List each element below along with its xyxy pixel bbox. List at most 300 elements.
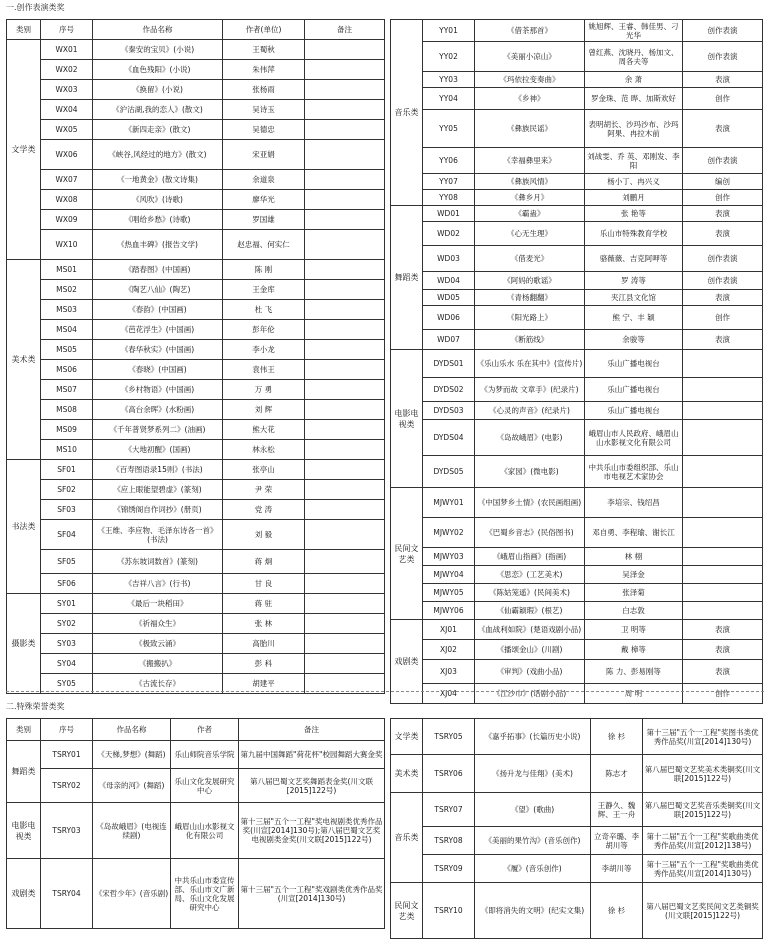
note-cell: 表演 [683,72,763,88]
category-label: 美术类 [11,355,36,364]
code-cell: TSRY08 [423,827,475,855]
note-cell [305,614,385,634]
code-cell: MJWY05 [423,584,475,602]
note-cell [683,566,763,584]
work-title-cell: 《王维、李应物、毛泽东诗各一首》(书法) [93,520,223,550]
author-cell: 刘 毅 [223,520,305,550]
table-row [391,488,763,518]
table-row [391,72,763,88]
code-cell: WX01 [41,40,93,60]
work-title-cell: 《借麦光》 [475,246,585,272]
author-cell: 李胡川等 [591,855,643,883]
author-cell: 张泽菊 [585,584,683,602]
note-cell [305,654,385,674]
table-row [7,190,385,210]
code-cell: WD02 [423,222,475,246]
work-title-cell: 《一地黄金》(散文诗集) [93,170,223,190]
table-row [391,684,763,704]
table-row [391,402,763,420]
table-row [391,620,763,640]
work-title-cell: 《彝族民谣》 [475,110,585,148]
table-row [391,148,763,174]
code-cell: MS05 [41,340,93,360]
work-title-cell: 《岛故峨眉》(电影) [475,420,585,456]
table-row [391,190,763,206]
category-cell [7,460,41,594]
category-label: 摄影类 [11,639,36,648]
author-cell: 吴德忠 [223,120,305,140]
table-row [7,100,385,120]
note-cell [683,488,763,518]
author-cell: 乐山文化发展研究中心 [171,769,239,803]
table-row [391,110,763,148]
author-cell: 胡建平 [223,674,305,694]
category-label: 音乐类 [394,833,419,842]
category-label: 电影电视类 [394,408,419,429]
work-title-cell: 《踏春图》(中国画) [93,260,223,280]
work-title-cell: 《古流长存》 [93,674,223,694]
table-row [391,827,763,855]
author-cell: 尹 荣 [223,480,305,500]
table-row [7,594,385,614]
code-cell: DYDS05 [423,456,475,488]
category-cell [7,741,41,803]
table-row [391,855,763,883]
code-cell: MJWY06 [423,602,475,620]
code-cell: TSRY04 [41,859,93,929]
table-row [391,330,763,350]
category-cell [7,803,41,859]
author-cell: 陈 力、彭易刚等 [585,660,683,684]
code-cell: YY05 [423,110,475,148]
category-label: 民间文艺类 [394,900,419,921]
code-cell: MS08 [41,400,93,420]
code-cell: XJ01 [423,620,475,640]
author-cell: 李小龙 [223,340,305,360]
code-cell: MS09 [41,420,93,440]
table-row [391,206,763,222]
work-title-cell: 《岛故峨眉》(电视连续剧) [93,803,171,859]
code-cell: YY04 [423,88,475,110]
note-cell: 创作表演 [683,272,763,290]
note-cell [683,420,763,456]
note-cell: 第九届中国舞蹈"荷花杯"校园舞蹈大赛金奖 [239,741,385,769]
author-cell: 峨眉山市人民政府、峨眉山山水影视文化有限公司 [585,420,683,456]
author-cell: 乐山师院音乐学院 [171,741,239,769]
code-cell: XJ04 [423,684,475,704]
work-title-cell: 《断筋线》 [475,330,585,350]
code-cell: WX07 [41,170,93,190]
work-title-cell: 《唱给乡愁》(诗歌) [93,210,223,230]
category-cell [7,859,41,929]
author-cell: 廖华光 [223,190,305,210]
table-row [7,140,385,170]
note-cell [305,300,385,320]
code-cell: WD05 [423,290,475,306]
code-cell: SF05 [41,550,93,574]
table-row [7,400,385,420]
work-title-cell: 《应上眼能望碧虚》(篆刻) [93,480,223,500]
author-cell: 熊大花 [223,420,305,440]
author-cell: 余骏等 [585,330,683,350]
author-cell: 彭年伦 [223,320,305,340]
table-row [391,755,763,793]
author-cell: 林永松 [223,440,305,460]
category-cell [7,594,41,694]
header-code: 序号 [41,719,93,741]
code-cell: MJWY01 [423,488,475,518]
note-cell: 创作表演 [683,20,763,42]
work-title-cell: 《仙霸颖瑕》(根艺) [475,602,585,620]
note-cell: 第十二届"五个一工程"奖歌曲类优秀作品奖(川宣[2012]138号) [643,827,763,855]
table-row [7,340,385,360]
header-work: 作品名称 [93,20,223,40]
table-row [7,80,385,100]
note-cell: 表演 [683,620,763,640]
author-cell: 乐山广播电视台 [585,350,683,378]
table-row [7,550,385,574]
code-cell: DYDS01 [423,350,475,378]
table-row [391,548,763,566]
author-cell: 罗 涛等 [585,272,683,290]
work-title-cell: 《极致云涌》 [93,634,223,654]
table-row [7,859,385,929]
code-cell: MS04 [41,320,93,340]
note-cell: 第八届巴蜀文艺奖民间文艺类铜奖(川文联[2015]122号) [643,883,763,939]
code-cell: SF03 [41,500,93,520]
code-cell: MJWY03 [423,548,475,566]
author-cell: 刘战雯、乔 英、邓刚发、李 阳 [585,148,683,174]
table-row [7,170,385,190]
header-author: 作者 [171,719,239,741]
category-cell [391,350,423,488]
work-title-cell: 《秦安的宝贝》(小说) [93,40,223,60]
table-row [7,260,385,280]
code-cell: XJ02 [423,640,475,660]
work-title-cell: 《美丽的果竹沟》(音乐创作) [475,827,591,855]
code-cell: TSRY02 [41,769,93,803]
table-row [391,20,763,42]
note-cell: 第八届巴蜀文艺奖音乐类铜奖(川文联[2015]122号) [643,793,763,827]
author-cell: 乐山市特殊教育学校 [585,222,683,246]
note-cell: 第十三届"五个一工程"奖图书类优秀作品奖(川宣[2014]130号) [643,719,763,755]
author-cell: 卫 明等 [585,620,683,640]
work-title-cell: 《吉祥八言》(行书) [93,574,223,594]
note-cell [305,210,385,230]
author-cell: 彭 科 [223,654,305,674]
table-row [7,380,385,400]
category-cell [7,40,41,260]
note-cell [305,420,385,440]
code-cell: TSRY07 [423,793,475,827]
category-cell [391,883,423,939]
work-title-cell: 《陈姑笼遥》(民间美术) [475,584,585,602]
table-row [391,378,763,402]
table-row [7,614,385,634]
author-cell: 周 明 [585,684,683,704]
work-title-cell: 《思恋》(工艺美术) [475,566,585,584]
author-cell: 杨小丁、冉兴义 [585,174,683,190]
note-cell: 表演 [683,660,763,684]
note-cell [305,634,385,654]
code-cell: SF02 [41,480,93,500]
category-label: 音乐类 [394,108,419,117]
header-category: 类别 [7,719,41,741]
table-row [391,222,763,246]
work-title-cell: 《心灵的声音》(纪录片) [475,402,585,420]
table-row [391,350,763,378]
table-row [391,602,763,620]
header-row [7,719,385,741]
work-title-cell: 《陶艺八仙》(陶艺) [93,280,223,300]
category-label: 戏剧类 [11,889,36,898]
category-cell [391,488,423,620]
note-cell: 表演 [683,290,763,306]
code-cell: TSRY05 [423,719,475,755]
note-cell: 创作表演 [683,148,763,174]
code-cell: DYDS03 [423,402,475,420]
header-category: 类别 [7,20,41,40]
note-cell: 第十三届"五个一工程"奖歌曲类优秀作品奖(川宣[2014]130号) [643,855,763,883]
note-cell: 第十三届"五个一工程"奖戏剧类优秀作品奖(川宣[2014]130号) [239,859,385,929]
author-cell: 朱伟萍 [223,60,305,80]
table-row [7,60,385,80]
work-title-cell: 《美丽小凉山》 [475,42,585,72]
work-title-cell: 《苏东坡词数首》(篆刻) [93,550,223,574]
table-row [391,640,763,660]
note-cell [305,40,385,60]
note-cell: 创作表演 [683,42,763,72]
table-row [391,42,763,72]
work-title-cell: 《阳光路上》 [475,306,585,330]
note-cell [305,574,385,594]
author-cell: 邓自勇、李程瑜、谢长江 [585,518,683,548]
author-cell: 王金库 [223,280,305,300]
code-cell: SF04 [41,520,93,550]
work-title-cell: 《母亲的河》(舞蹈) [93,769,171,803]
note-cell [683,456,763,488]
note-cell [305,260,385,280]
note-cell [305,500,385,520]
table-row [7,634,385,654]
work-title-cell: 《乡村物语》(中国画) [93,380,223,400]
work-title-cell: 《宋哲少年》(音乐剧) [93,859,171,929]
work-title-cell: 《峨眉山指画》(指画) [475,548,585,566]
header-note: 备注 [239,719,385,741]
work-title-cell: 《沪沽湖,我的恋人》(散文) [93,100,223,120]
table-row [7,741,385,769]
code-cell: MS06 [41,360,93,380]
code-cell: MS10 [41,440,93,460]
author-cell: 曾红燕、沈晓丹、杨加文、周各夫等 [585,42,683,72]
code-cell: YY06 [423,148,475,174]
note-cell: 创作 [683,190,763,206]
note-cell [683,602,763,620]
table-row [7,520,385,550]
work-title-cell: 《嘉乎拓事》(长篇历史小说) [475,719,591,755]
table-row [391,174,763,190]
author-cell: 杜 飞 [223,300,305,320]
category-label: 戏剧类 [394,657,419,666]
work-title-cell: 《为梦而故 文章手》(纪录片) [475,378,585,402]
code-cell: WX10 [41,230,93,260]
code-cell: WX03 [41,80,93,100]
note-cell: 创作 [683,88,763,110]
note-cell [305,190,385,210]
category-label: 电影电视类 [11,820,36,841]
author-cell: 赵忠福、何实仁 [223,230,305,260]
table-row [7,280,385,300]
table-row [7,300,385,320]
note-cell: 表演 [683,640,763,660]
note-cell [305,120,385,140]
note-cell: 表演 [683,222,763,246]
table-row [391,883,763,939]
code-cell: WD04 [423,272,475,290]
work-title-cell: 《幸福彝里来》 [475,148,585,174]
table-row [7,230,385,260]
author-cell: 万 勇 [223,380,305,400]
author-cell: 夹江县文化馆 [585,290,683,306]
work-title-cell: 《天梯,梦想》(舞蹈) [93,741,171,769]
work-title-cell: 《青杨翻翻》 [475,290,585,306]
work-title-cell: 《家园》(微电影) [475,456,585,488]
author-cell: 张亭山 [223,460,305,480]
code-cell: WD06 [423,306,475,330]
category-label: 舞蹈类 [11,767,36,776]
author-cell: 王静久、魏 辉、王一舟 [591,793,643,827]
work-title-cell: 《即将消失的文明》(纪实文集) [475,883,591,939]
category-label: 文学类 [394,732,419,741]
author-cell: 党 涛 [223,500,305,520]
table-row [7,460,385,480]
work-title-cell: 《玛依拉变奏曲》 [475,72,585,88]
author-cell: 林 栩 [585,548,683,566]
work-title-cell: 《乐山乐水 乐在其中》(宣传片) [475,350,585,378]
category-cell [391,20,423,206]
category-label: 舞蹈类 [394,273,419,282]
table-row [7,500,385,520]
work-title-cell: 《审判》(戏曲小品) [475,660,585,684]
note-cell [305,100,385,120]
work-title-cell: 《祈福众生》 [93,614,223,634]
code-cell: WX02 [41,60,93,80]
note-cell [305,170,385,190]
work-title-cell: 《春华秋实》(中国画) [93,340,223,360]
table-row [7,480,385,500]
work-title-cell: 《锦绣阁自作词抄》(册页) [93,500,223,520]
note-cell [683,548,763,566]
note-cell [305,440,385,460]
work-title-cell: 《搬搬扒》 [93,654,223,674]
work-title-cell: 《春晓》(中国画) [93,360,223,380]
work-title-cell: 《最后一块稻田》 [93,594,223,614]
note-cell [305,380,385,400]
work-title-cell: 《换留》(小说) [93,80,223,100]
work-title-cell: 《履》(音乐创作) [475,855,591,883]
note-cell [305,360,385,380]
author-cell: 蒋 驻 [223,594,305,614]
code-cell: WD07 [423,330,475,350]
note-cell [683,584,763,602]
note-cell [683,378,763,402]
author-cell: 姚旭辉、王睿、韩佳男、刁光华 [585,20,683,42]
code-cell: TSRY01 [41,741,93,769]
table-row [391,660,763,684]
table-row [391,272,763,290]
code-cell: TSRY06 [423,755,475,793]
section-2-title: 二.特殊荣誉类奖 [6,702,65,711]
category-label: 美术类 [394,769,419,778]
category-label: 民间文艺类 [394,543,419,564]
code-cell: YY01 [423,20,475,42]
code-cell: WX08 [41,190,93,210]
table-row [7,210,385,230]
table-row [391,584,763,602]
note-cell [683,402,763,420]
note-cell [305,140,385,170]
table-row [391,456,763,488]
category-cell [391,793,423,883]
code-cell: WX05 [41,120,93,140]
code-cell: TSRY03 [41,803,93,859]
table-row [7,420,385,440]
table-row [391,246,763,272]
code-cell: MS02 [41,280,93,300]
note-cell: 表演 [683,330,763,350]
section-divider [6,691,764,692]
work-title-cell: 《高台余晖》(水粉画) [93,400,223,420]
note-cell: 创作 [683,306,763,330]
author-cell: 陈 刚 [223,260,305,280]
author-cell: 熊 宁、丰 颖 [585,306,683,330]
note-cell: 创作表演 [683,246,763,272]
work-title-cell: 《芭花浮生》(中国画) [93,320,223,340]
author-cell: 张 林 [223,614,305,634]
author-cell: 吴泽金 [585,566,683,584]
code-cell: SY05 [41,674,93,694]
author-cell: 宋亚娟 [223,140,305,170]
note-cell: 第八届巴蜀文艺奖舞蹈表金奖(川文联[2015]122号) [239,769,385,803]
work-title-cell: 《播颂金山》(川剧) [475,640,585,660]
work-title-cell: 《望》(歌曲) [475,793,591,827]
note-cell [305,520,385,550]
category-cell [7,260,41,460]
note-cell [305,280,385,300]
code-cell: XJ03 [423,660,475,684]
work-title-cell: 《巴蜀乡音志》(民俗图书) [475,518,585,548]
code-cell: MJWY04 [423,566,475,584]
author-cell: 立奇辛璐、李胡川等 [591,827,643,855]
note-cell: 表演 [683,206,763,222]
work-title-cell: 《热血丰碑》(报告文学) [93,230,223,260]
author-cell: 徐 杉 [591,883,643,939]
category-cell [391,206,423,350]
category-label: 书法类 [11,522,36,531]
note-cell [305,320,385,340]
author-cell: 罗国雄 [223,210,305,230]
note-cell [683,518,763,548]
work-title-cell: 《心无生理》 [475,222,585,246]
note-cell: 第十三届"五个一工程"奖电视剧类优秀作品奖(川宣[2014]130号);第八届巴蜀文艺奖电视剧类金奖(川文联[2015]122号) [239,803,385,859]
author-cell: 罗金珠、范 晔、加斯欢好 [585,88,683,110]
code-cell: YY02 [423,42,475,72]
code-cell: YY03 [423,72,475,88]
work-title-cell: 《彝乡月》 [475,190,585,206]
author-cell: 袁伟王 [223,360,305,380]
section-1-left-table [6,19,385,694]
author-cell: 乐山广播电视台 [585,378,683,402]
